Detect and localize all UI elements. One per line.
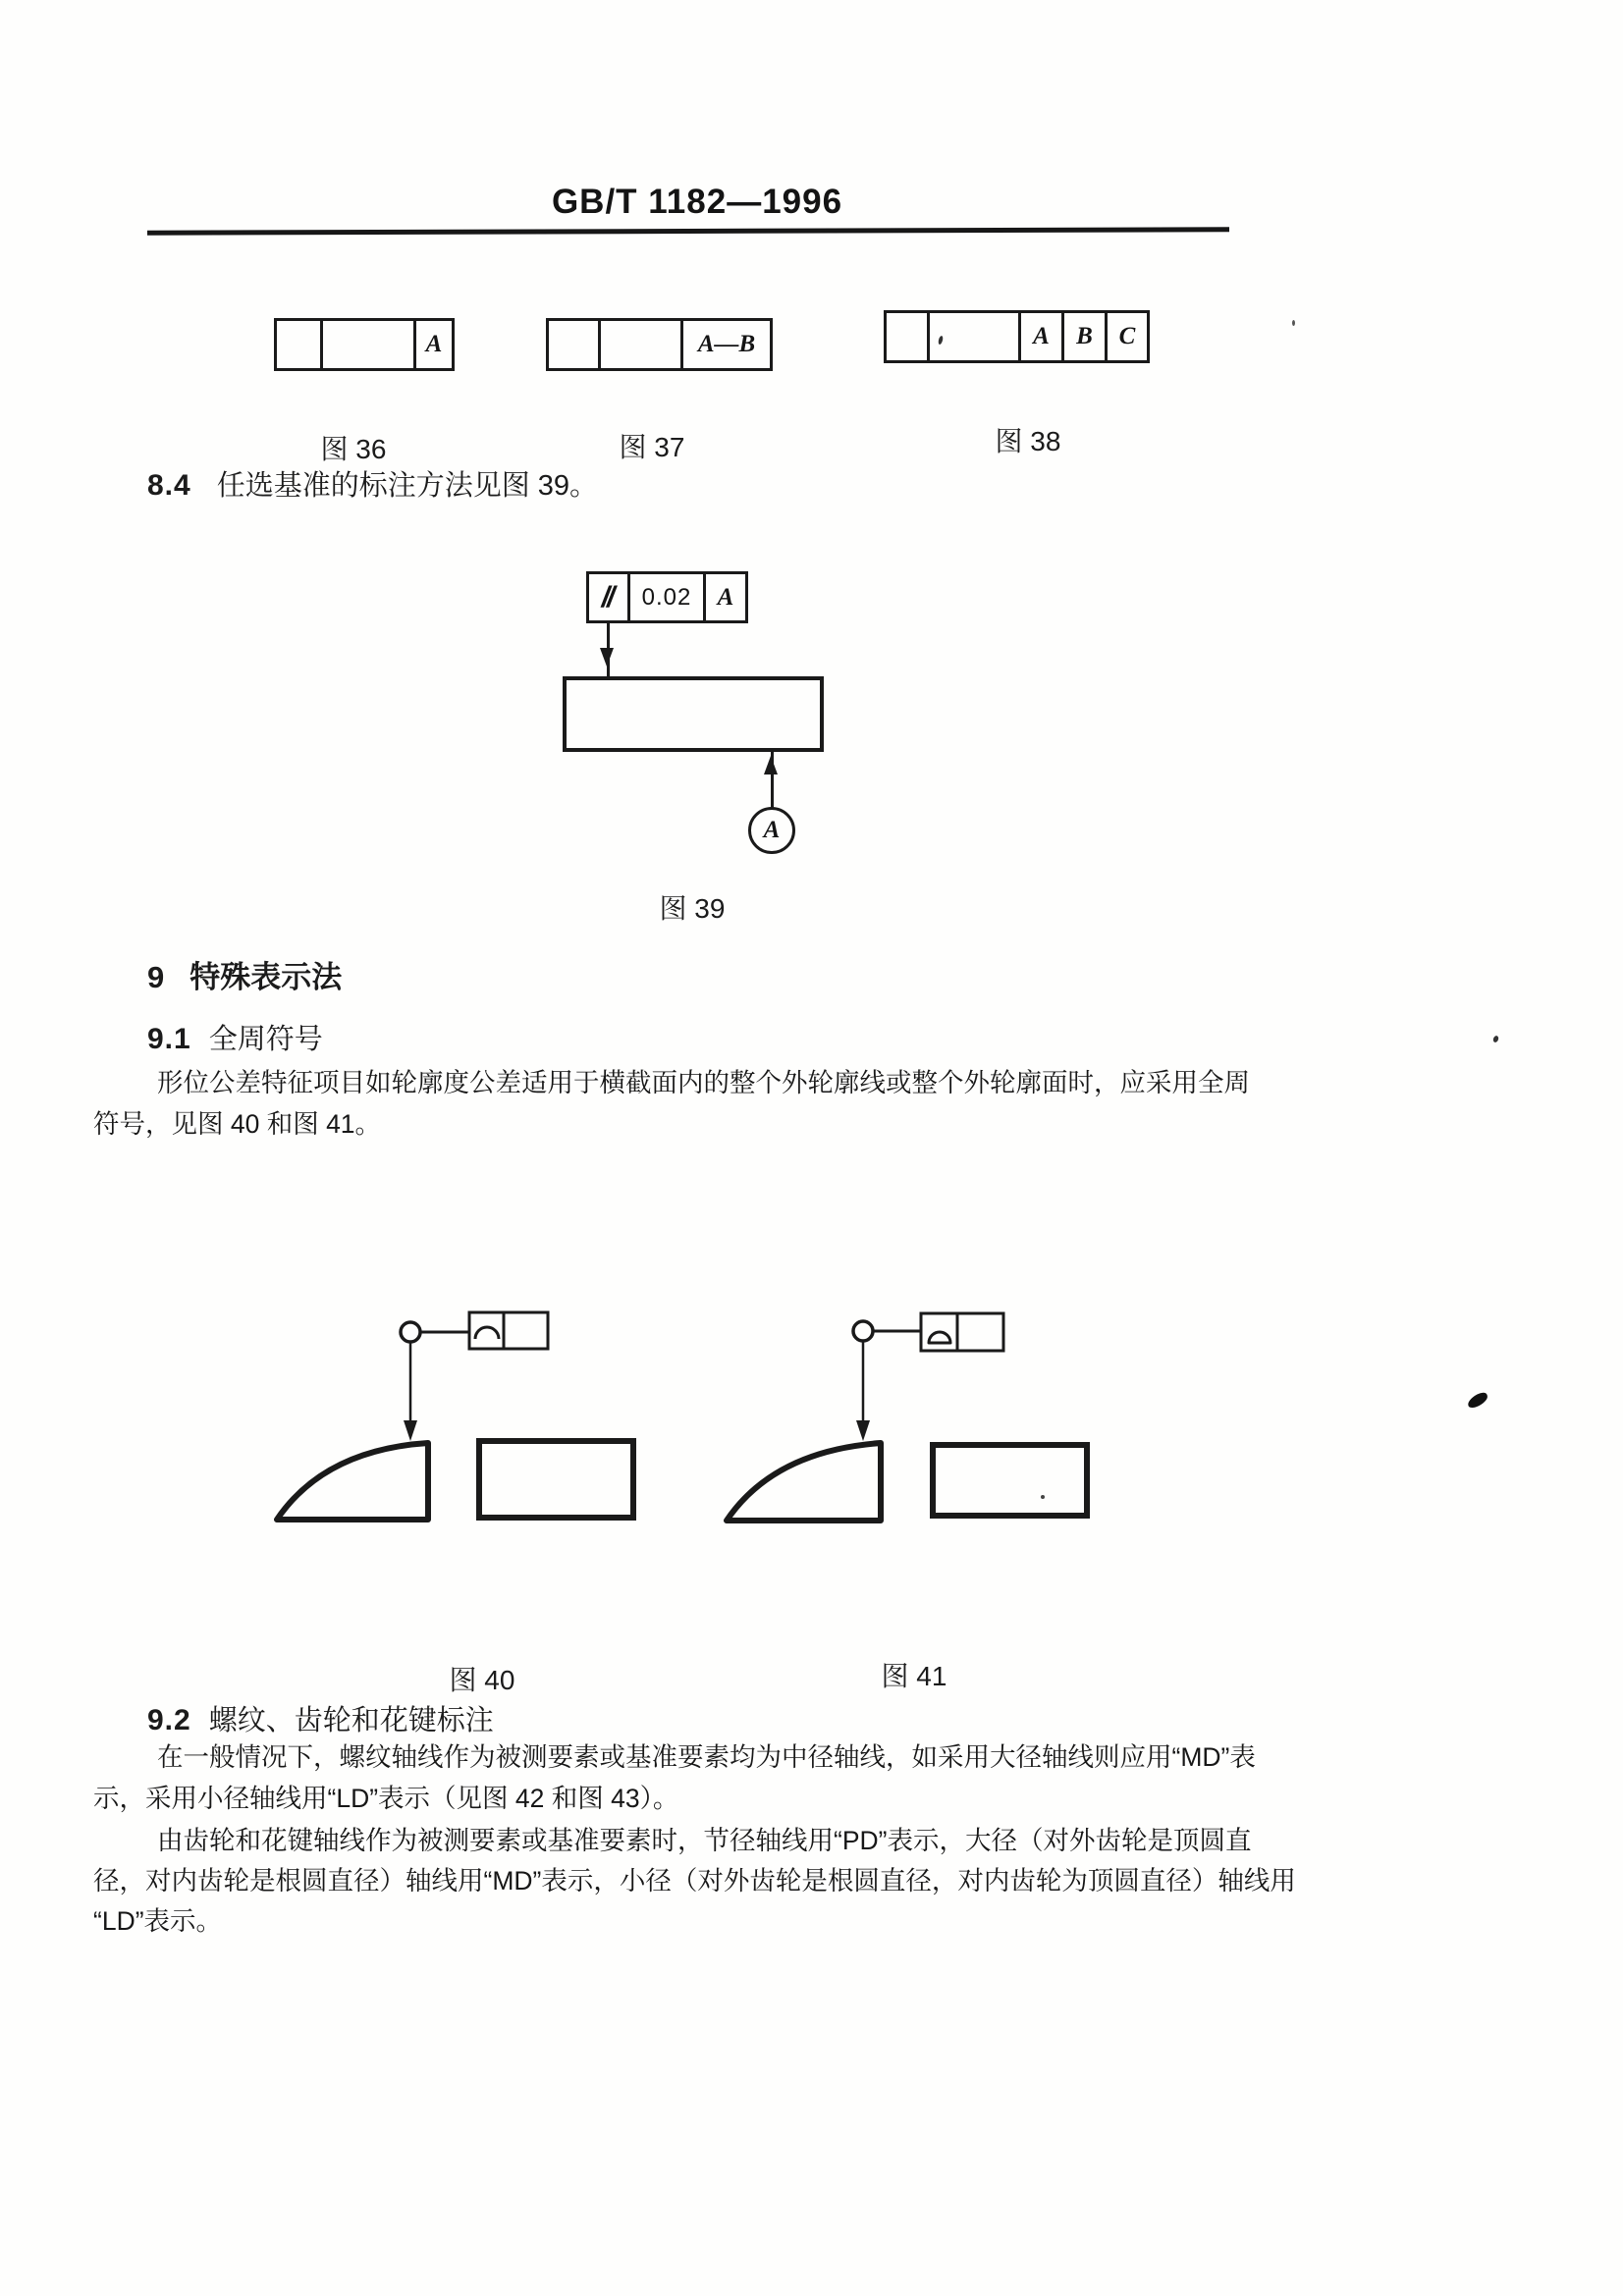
ink-mark (1466, 1390, 1490, 1410)
frame-cell-empty (884, 310, 930, 363)
section-number: 8.4 (147, 469, 191, 502)
paragraph-line: 在一般情况下，螺纹轴线作为被测要素或基准要素均为中径轴线，如采用大径轴线则应用“MD”表 (157, 1742, 1256, 1772)
fig36-datum-frame (274, 318, 455, 371)
datum-letter: A (1033, 323, 1050, 349)
tolerance-frame (469, 1312, 548, 1349)
all-around-icon (401, 1322, 420, 1342)
fig39-caption: 图 39 (659, 893, 726, 924)
fig39-datum-circle (748, 807, 795, 854)
paragraph-line: “LD”表示。 (93, 1906, 223, 1936)
curved-profile-shape (727, 1443, 881, 1521)
paragraph-line: 符号，见图 40 和图 41。 (93, 1109, 382, 1139)
fig36-caption: 图 36 (320, 434, 387, 464)
section-rectangle (479, 1441, 633, 1518)
fig38-caption: 图 38 (995, 426, 1061, 456)
frame-cell-empty (598, 318, 683, 371)
frame-cell-datum (1018, 310, 1064, 363)
scan-speck (1292, 320, 1295, 326)
section-9-2-heading (147, 1698, 494, 1738)
frame-cell-datum (413, 318, 455, 371)
section-number: 9 (147, 960, 165, 994)
frame-cell-empty (274, 318, 323, 371)
header-rule (147, 227, 1229, 235)
paragraph-line: 形位公差特征项目如轮廓度公差适用于横截面内的整个外轮廓线或整个外轮廓面时，应采用全周 (157, 1068, 1250, 1097)
datum-letter: B (1076, 323, 1093, 349)
paragraph-line: 由齿轮和花键轴线作为被测要素或基准要素时，节径轴线用“PD”表示，大径（对外齿轮是顶圆直 (157, 1826, 1252, 1855)
frame-cell-datum (1105, 310, 1150, 363)
datum-letter: A (763, 817, 781, 843)
section-9-heading (147, 952, 342, 996)
section-rectangle (933, 1445, 1087, 1516)
datum-letter: A (717, 583, 734, 611)
frame-cell-datum (703, 571, 748, 623)
paragraph-line: 径，对内齿轮是根圆直径）轴线用“MD”表示，小径（对外齿轮是根圆直径，对内齿轮为顶圆直径）轴线用 (93, 1866, 1296, 1896)
curved-profile-shape (277, 1443, 428, 1520)
datum-letter: A (425, 331, 443, 357)
profile-of-line-icon (475, 1327, 499, 1339)
fig37-datum-frame (546, 318, 773, 371)
section-title: 全周符号 (208, 1024, 323, 1055)
profile-of-surface-icon (929, 1332, 950, 1343)
fig39-datum-arrow-icon (764, 756, 778, 774)
section-title: 螺纹、齿轮和花键标注 (208, 1705, 494, 1736)
arrow-icon (404, 1420, 417, 1441)
all-around-icon (853, 1321, 873, 1341)
frame-cell-symbol (586, 571, 630, 623)
datum-letter: A—B (697, 331, 756, 357)
section-number: 9.2 (147, 1704, 191, 1736)
tolerance-value: 0.02 (641, 583, 692, 611)
parallelism-icon: // (601, 580, 613, 614)
section-title: 特殊表示法 (189, 960, 343, 994)
doc-code: GB/T 1182—1996 (551, 183, 843, 221)
scan-speck (1492, 1035, 1499, 1042)
tolerance-frame (921, 1313, 1003, 1351)
paragraph-line: 示，采用小径轴线用“LD”表示（见图 42 和图 43）。 (93, 1784, 679, 1813)
frame-cell-empty (320, 318, 416, 371)
section-8-4-heading (147, 463, 598, 504)
fig37-caption: 图 37 (619, 432, 685, 462)
datum-letter: C (1118, 323, 1136, 349)
section-number: 9.1 (147, 1023, 191, 1055)
section-9-1-heading (147, 1017, 323, 1057)
fig39-feature-rectangle (563, 676, 824, 752)
arrow-icon (856, 1420, 870, 1441)
fig39-tolerance-frame (586, 571, 748, 623)
frame-cell-tolerance (627, 571, 706, 623)
frame-cell-datum (680, 318, 773, 371)
fig41-caption: 图 41 (881, 1661, 947, 1691)
frame-cell-datum (1061, 310, 1108, 363)
fig40-caption: 图 40 (449, 1665, 515, 1695)
scan-speck (1041, 1495, 1045, 1499)
frame-cell-empty (546, 318, 601, 371)
section-text: 任选基准的标注方法见图 39。 (216, 470, 599, 502)
fig38-datum-frame (884, 310, 1150, 363)
fig40-drawing (265, 1306, 643, 1531)
fig39-leader-arrow-icon (600, 648, 614, 667)
